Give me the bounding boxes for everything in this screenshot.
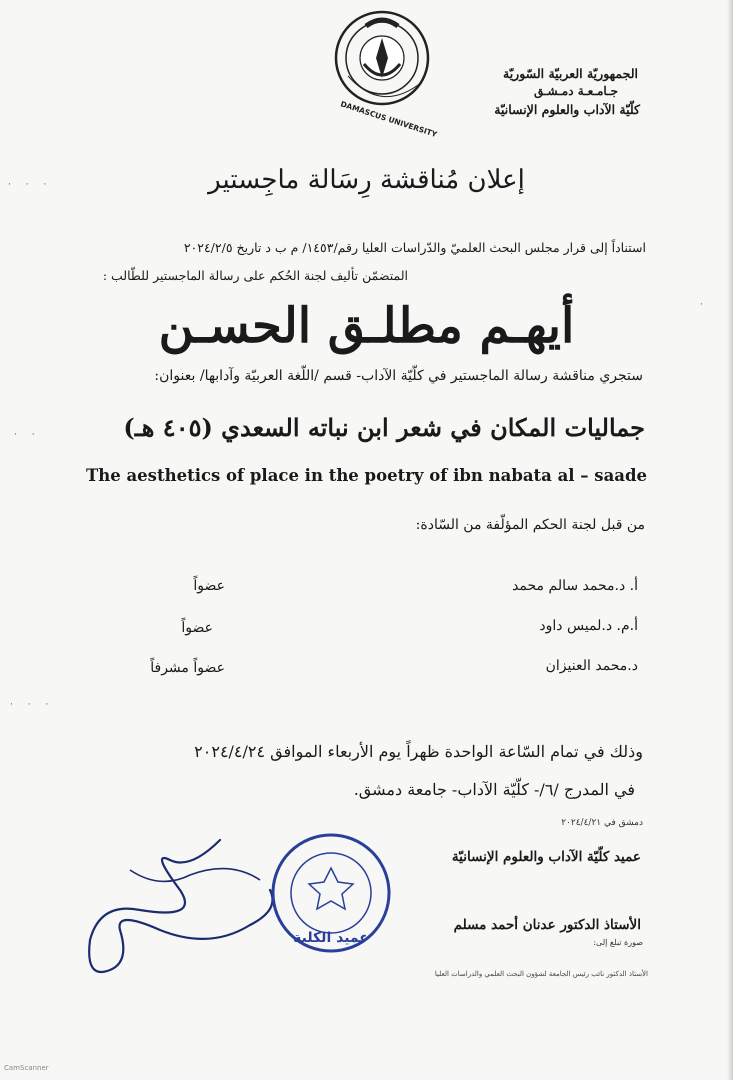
page-title: إعلان مُناقشة رِسَالة ماجِستير: [208, 165, 525, 195]
discussion-datetime: وذلك في تمام السّاعة الواحدة ظهراً يوم الأربعاء الموافق ٢٠٢٤/٤/٢٤: [194, 742, 643, 761]
dean-title: عميد كلّيّة الآداب والعلوم الإنسانيّة: [451, 849, 641, 865]
faculty-label: كلّيّة الآداب والعلوم الإنسانيّة: [494, 102, 640, 117]
university-label: جـامـعـة دمـشـق: [534, 84, 618, 98]
committee-member-role: عضواً مشرفاً: [150, 660, 225, 676]
thesis-title-arabic: جماليات المكان في شعر ابن نباته السعدي (٤٠٥ هـ): [123, 413, 645, 442]
speckles: · · ·: [10, 700, 55, 710]
copy-note: صورة تبلغ إلى:: [593, 938, 643, 947]
scanner-watermark: CamScanner: [4, 1064, 49, 1072]
faculty-seal-icon: [268, 830, 394, 956]
speckles: · · ·: [8, 180, 53, 190]
discussion-statement: ستجري مناقشة رسالة الماجستير في كلّيّة الآداب- قسم /اللّغة العربيّة وآدابها/ بعنوان:: [154, 368, 643, 384]
student-name: أيهـم مطلـق الحسـن: [158, 298, 575, 354]
committee-member-name: أ. د.محمد سالم محمد: [512, 578, 638, 594]
logo-lettering: DAMASCUS UNIVERSITY: [339, 99, 439, 140]
committee-member-name: د.محمد العنيزان: [545, 658, 638, 674]
seal-lettering: عميد الكلية: [293, 930, 369, 946]
committee-intro: من قبل لجنة الحكم المؤلّفة من السّادة:: [415, 517, 645, 533]
thesis-title-english: The aesthetics of place in the poetry of ibn nabata al – saade: [85, 466, 648, 485]
copy-recipient: الأستاذ الدكتور نائب رئيس الجامعة لشؤون البحث العلمي والدراسات العليا: [434, 970, 648, 978]
committee-member-role: عضواً: [181, 620, 213, 636]
dean-name: الأستاذ الدكتور عدنان أحمد مسلم: [453, 917, 641, 933]
speckles: · ·: [14, 430, 41, 440]
scan-edge: [727, 0, 733, 1080]
speckles: ·: [700, 300, 709, 310]
republic-label: الجمهوريّة العربيّة السّوريّة: [503, 66, 638, 81]
handwritten-signature: [70, 830, 300, 990]
decision-reference: استناداً إلى قرار مجلس البحث العلميّ والدّراسات العليا رقم/١٤٥٣/ م ب د تاريخ ٢٠٢٤/٢/٥: [183, 240, 646, 255]
discussion-venue: في المدرج /٦/- كلّيّة الآداب- جامعة دمشق.: [353, 780, 635, 799]
committee-member-name: أ.م. د.لميس داود: [539, 618, 638, 634]
committee-member-role: عضواً: [193, 578, 225, 594]
issue-date: دمشق في ٢٠٢٤/٤/٢١: [561, 818, 643, 828]
committee-formation: المتضمّن تأليف لجنة الحُكم على رسالة الماجستير للطّالب :: [102, 268, 408, 283]
damascus-university-logo-icon: [326, 6, 446, 140]
